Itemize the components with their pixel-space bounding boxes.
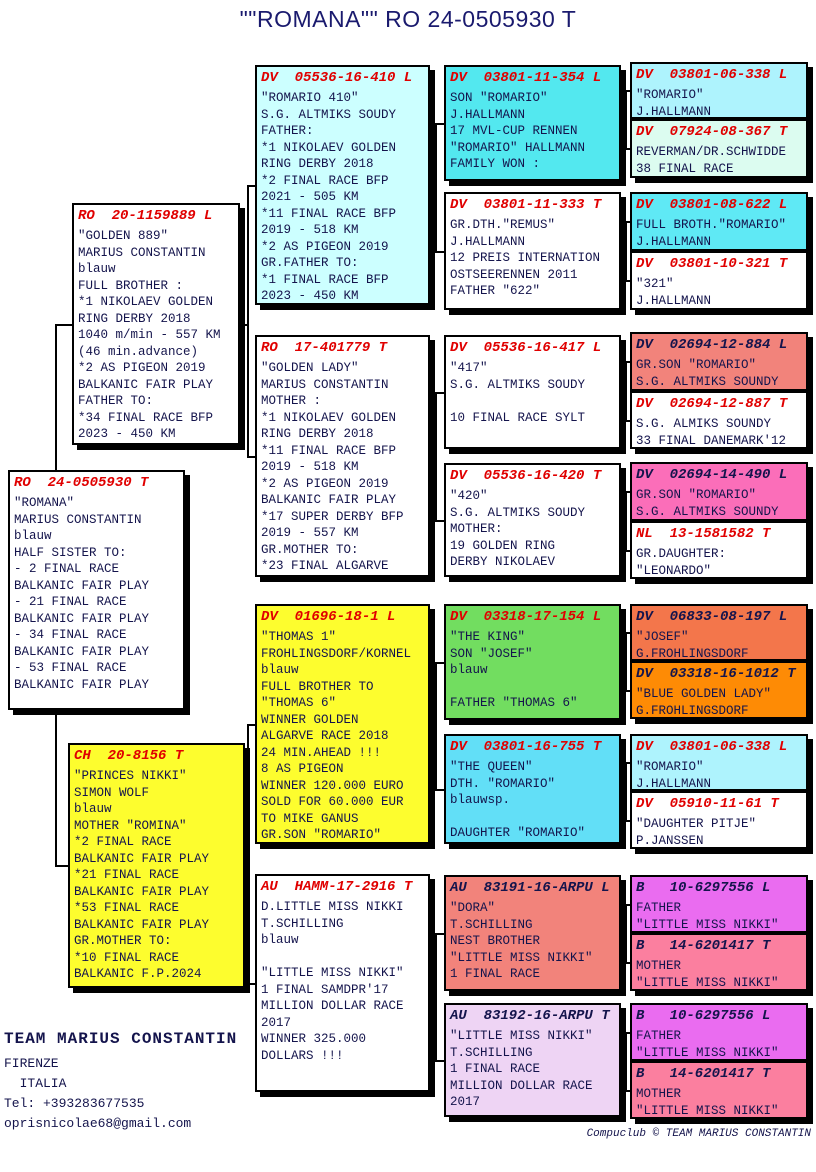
pedigree-line: BALKANIC F.P.2024: [74, 967, 202, 981]
connector-line: [435, 933, 437, 1060]
contact-block: [4, 1054, 191, 1134]
pedigree-line: - 53 FINAL RACE: [14, 661, 127, 675]
ring-number: B 14-6201417 T: [636, 938, 771, 954]
pedigree-line: WINNER 325.000: [261, 1032, 367, 1046]
pedigree-line: *2 AS PIGEON 2019: [78, 361, 206, 375]
connector-line: [621, 1060, 625, 1062]
pedigree-line: FATHER "622": [450, 284, 541, 298]
pedigree-line: 1040 m/min - 557 KM: [78, 328, 221, 342]
pedigree-line: 24 MIN.AHEAD !!!: [261, 745, 382, 760]
pedigree-line: *10 FINAL RACE: [74, 950, 180, 965]
ring-number: DV 03318-17-154 L: [450, 609, 602, 625]
ring-number: DV 07924-08-367 T: [636, 124, 788, 140]
connector-line: [247, 724, 249, 983]
ring-number: DV 05536-16-410 L: [261, 70, 413, 86]
pedigree-line: RING DERBY 2018: [78, 311, 191, 326]
pedigree-line: WINNER 120.000 EURO: [261, 778, 404, 793]
pedigree-line: 1 FINAL RACE: [450, 967, 541, 981]
pedigree-line: MARIUS CONSTANTIN: [78, 245, 206, 260]
pedigree-line: T.SCHILLING: [261, 916, 344, 931]
pedigree-line: blauw: [14, 529, 52, 543]
pedigree-box-ro20-1159889: [72, 203, 240, 445]
pedigree-line: *23 FINAL ALGARVE: [261, 559, 389, 573]
pedigree-line: S.G. ALTMIKS SOUDY: [450, 377, 586, 392]
connector-line: [625, 90, 627, 148]
ring-number: CH 20-8156 T: [74, 748, 184, 764]
pedigree-line: *2 AS PIGEON 2019: [261, 239, 389, 254]
pedigree-line: GR.MOTHER TO:: [74, 934, 172, 948]
pedigree-line: "420": [450, 489, 488, 503]
pedigree-line: S.G. ALTMIKS SOUDY: [261, 107, 397, 122]
pedigree-line: BALKANIC FAIR PLAY: [14, 677, 150, 692]
pedigree-line: "THOMAS 6": [261, 696, 337, 710]
pedigree-line: 38 FINAL RACE: [636, 161, 734, 176]
pedigree-line: blauw: [261, 933, 299, 947]
pedigree-line: "DAUGHTER PITJE": [636, 817, 757, 831]
connector-line: [435, 662, 437, 789]
pedigree-line: 1 FINAL SAMDPR'17: [261, 982, 389, 997]
connector-line: [621, 123, 625, 125]
pedigree-line: GR.SON "ROMARIO": [261, 828, 382, 842]
connector-line: [435, 123, 437, 251]
ring-number: DV 05536-16-420 T: [450, 468, 602, 484]
connector-line: [435, 1060, 444, 1062]
pedigree-line: 10 FINAL RACE SYLT: [450, 410, 586, 425]
pedigree-line: "ROMARIO 410": [261, 91, 359, 105]
pedigree-line: SOLD FOR 60.000 EUR: [261, 795, 404, 809]
pedigree-line: BALKANIC FAIR PLAY: [74, 917, 210, 932]
pedigree-box-dv05536-16-410: [255, 65, 430, 305]
pedigree-line: [450, 809, 615, 826]
pedigree-line: "THOMAS 1": [261, 630, 337, 644]
ring-number: DV 03801-16-755 T: [450, 739, 602, 755]
pedigree-line: "ROMARIO": [636, 760, 704, 774]
pedigree-line: J.HALLMANN: [636, 234, 712, 249]
connector-line: [247, 724, 255, 726]
pedigree-line: "LITTLE MISS NIKKI": [636, 1045, 779, 1060]
pedigree-line: 2017: [450, 1095, 481, 1109]
pedigree-line: T.SCHILLING: [450, 917, 533, 932]
ring-number: AU HAMM-17-2916 T: [261, 879, 413, 895]
pedigree-line: *34 FINAL RACE BFP: [78, 410, 214, 425]
ring-number: DV 03801-10-321 T: [636, 256, 788, 272]
pedigree-line: 2019 - 518 KM: [261, 460, 359, 474]
pedigree-line: MILLION DOLLAR RACE: [450, 1078, 593, 1093]
pedigree-line: *1 NIKOLAEV GOLDEN: [261, 410, 397, 425]
pedigree-box-dv05536-16-420: [444, 463, 621, 577]
ring-number: RO 20-1159889 L: [78, 208, 213, 224]
pedigree-line: OSTSEERENNEN 2011: [450, 267, 578, 282]
pedigree-box-dv02694-12-884: [630, 332, 808, 391]
pedigree-line: T.SCHILLING: [450, 1045, 533, 1060]
connector-line: [240, 324, 247, 326]
pedigree-line: RING DERBY 2018: [261, 157, 374, 171]
pedigree-line: FATHER "THOMAS 6": [450, 696, 578, 710]
ring-number: B 10-6297556 L: [636, 1008, 771, 1024]
pedigree-line: 19 GOLDEN RING: [450, 538, 556, 553]
pedigree-line: FATHER:: [261, 124, 314, 138]
pedigree-line: "LITTLE MISS NIKKI": [450, 950, 593, 965]
pedigree-line: 2019 - 518 KM: [261, 223, 359, 237]
connector-line: [430, 185, 435, 187]
pedigree-line: DOLLARS !!!: [261, 1048, 344, 1063]
connector-line: [435, 392, 444, 394]
pedigree-line: 33 FINAL DANEMARK'12: [636, 433, 787, 448]
pedigree-box-dv02694-14-490: [630, 462, 808, 521]
connector-line: [621, 662, 625, 664]
pedigree-line: - 34 FINAL RACE: [14, 628, 127, 642]
pedigree-line: GR.DTH."REMUS": [450, 218, 556, 232]
pedigree-line: S.G. ALTMIKS SOUNDY: [636, 374, 779, 389]
pedigree-line: BALKANIC FAIR PLAY: [261, 493, 397, 507]
pedigree-line: GR.FATHER TO:: [261, 256, 359, 270]
ring-number: DV 02694-14-490 L: [636, 467, 788, 483]
pedigree-line: "321": [636, 277, 674, 291]
pedigree-line: *1 NIKOLAEV GOLDEN: [78, 295, 214, 309]
pedigree-line: FULL BROTH."ROMARIO": [636, 218, 787, 232]
pedigree-line: 2023 - 450 KM: [261, 289, 359, 303]
pedigree-box-nl13-1581582: [630, 521, 808, 579]
pedigree-line: GR.DAUGHTER:: [636, 547, 727, 561]
pedigree-line: 17 MVL-CUP RENNEN: [450, 124, 578, 138]
pedigree-box-dv03801-16-755: [444, 734, 621, 844]
connector-line: [625, 221, 627, 280]
page-title: ""ROMANA"" RO 24-0505930 T: [239, 6, 577, 32]
pedigree-line: GR.SON "ROMARIO": [636, 358, 757, 372]
connector-line: [625, 632, 627, 690]
pedigree-line: FROHLINGSDORF/KORNEL: [261, 646, 412, 661]
pedigree-line: "LITTLE MISS NIKKI": [636, 917, 779, 932]
contact-line: ITALIA: [4, 1076, 67, 1091]
contact-line: oprisnicolae68@gmail.com: [4, 1116, 192, 1131]
pedigree-box-dv03801-06-338-b: [630, 734, 808, 791]
pedigree-box-dv03801-06-338-a: [630, 62, 808, 119]
ring-number: DV 03801-11-354 L: [450, 70, 602, 86]
pedigree-line: "PRINCES NIKKI": [74, 769, 187, 783]
pedigree-line: D.LITTLE MISS NIKKI: [261, 900, 404, 914]
pedigree-line: MOTHER:: [450, 522, 503, 536]
connector-line: [435, 789, 444, 791]
pedigree-line: MILLION DOLLAR RACE: [261, 999, 404, 1013]
pedigree-line: MOTHER: [636, 1087, 682, 1101]
connector-line: [435, 520, 444, 522]
pedigree-line: J.HALLMANN: [450, 107, 526, 122]
connector-line: [435, 933, 444, 935]
pedigree-box-ch20-8156: [68, 743, 245, 988]
contact-line: FIRENZE: [4, 1056, 59, 1071]
pedigree-line: *17 SUPER DERBY BFP: [261, 509, 404, 524]
pedigree-line: "417": [450, 361, 488, 375]
pedigree-line: BALKANIC FAIR PLAY: [78, 377, 214, 392]
pedigree-line: GR.MOTHER TO:: [261, 542, 359, 557]
pedigree-line: ALGARVE RACE 2018: [261, 729, 389, 743]
connector-line: [625, 1032, 627, 1090]
pedigree-line: REVERMAN/DR.SCHWIDDE: [636, 145, 787, 159]
pedigree-line: *21 FINAL RACE: [74, 868, 180, 882]
pedigree-line: FULL BROTHER TO: [261, 679, 374, 694]
pedigree-line: MOTHER "ROMINA": [74, 818, 187, 833]
connector-line: [621, 789, 625, 791]
ring-number: DV 03801-08-622 L: [636, 197, 788, 213]
ring-number: DV 05536-16-417 L: [450, 340, 602, 356]
pedigree-line: 2017: [261, 1015, 292, 1030]
pedigree-box-dv03801-08-622: [630, 192, 808, 251]
pedigree-line: "DORA": [450, 901, 496, 915]
pedigree-line: BALKANIC FAIR PLAY: [14, 644, 150, 659]
pedigree-line: blauw: [74, 802, 112, 816]
pedigree-line: SIMON WOLF: [74, 785, 150, 800]
software-credit: Compuclub © TEAM MARIUS CONSTANTIN: [586, 1128, 811, 1140]
ring-number: RO 24-0505930 T: [14, 475, 149, 491]
pedigree-line: J.HALLMANN: [636, 776, 712, 791]
pedigree-box-b10-6297556-b: [630, 1003, 808, 1061]
pedigree-box-au83191-16-arpu: [444, 875, 621, 991]
pedigree-line: S.G. ALMIKS SOUNDY: [636, 417, 772, 431]
pedigree-line: "JOSEF": [636, 630, 689, 644]
ring-number: RO 17-401779 T: [261, 340, 388, 356]
connector-line: [430, 456, 435, 458]
connector-line: [245, 865, 247, 867]
pedigree-line: RING DERBY 2018: [261, 427, 374, 441]
pedigree-line: - 2 FINAL RACE: [14, 562, 120, 576]
pedigree-box-dv03318-17-154: [444, 604, 621, 720]
pedigree-line: G.FROHLINGSDORF: [636, 646, 749, 661]
ring-number: DV 03801-11-333 T: [450, 197, 602, 213]
connector-line: [435, 251, 444, 253]
connector-line: [621, 251, 625, 253]
pedigree-line: SON "ROMARIO": [450, 91, 548, 105]
pedigree-line: 12 PREIS INTERNATION: [450, 251, 601, 265]
pedigree-line: GR.SON "ROMARIO": [636, 488, 757, 502]
pedigree-line: WINNER GOLDEN: [261, 712, 359, 727]
pedigree-line: *11 FINAL RACE BFP: [261, 443, 397, 458]
connector-line: [247, 456, 255, 458]
pedigree-box-dv03801-11-333: [444, 192, 621, 310]
ring-number: NL 13-1581582 T: [636, 526, 771, 542]
pedigree-line: "GOLDEN LADY": [261, 361, 359, 375]
connector-line: [625, 491, 627, 550]
pedigree-line: 2023 - 450 KM: [78, 427, 176, 441]
pedigree-line: BALKANIC FAIR PLAY: [74, 884, 210, 899]
pedigree-line: FATHER: [636, 1029, 682, 1043]
connector-line: [55, 324, 72, 326]
pedigree-box-b10-6297556-a: [630, 875, 808, 933]
pedigree-line: NEST BROTHER: [450, 934, 541, 948]
pedigree-line: - 21 FINAL RACE: [14, 595, 127, 609]
team-name: TEAM MARIUS CONSTANTIN: [4, 1030, 238, 1048]
pedigree-line: DTH. "ROMARIO": [450, 776, 556, 791]
pedigree-line: 2019 - 557 KM: [261, 526, 359, 540]
ring-number: B 10-6297556 L: [636, 880, 771, 896]
pedigree-line: J.HALLMANN: [450, 234, 526, 249]
pedigree-box-b14-6201417-a: [630, 933, 808, 991]
pedigree-box-dv01696-18-1: [255, 604, 430, 844]
pedigree-box-dv03801-10-321: [630, 251, 808, 310]
pedigree-line: DERBY NIKOLAEV: [450, 555, 556, 569]
ring-number: DV 01696-18-1 L: [261, 609, 396, 625]
pedigree-box-ro24-0505930: [8, 470, 185, 710]
connector-line: [430, 724, 435, 726]
contact-line: Tel: +393283677535: [4, 1096, 145, 1111]
pedigree-line: blauwsp.: [450, 793, 511, 807]
pedigree-box-b14-6201417-b: [630, 1061, 808, 1119]
pedigree-box-au-hamm-17-2916: [255, 874, 430, 1092]
pedigree-line: blauw: [261, 663, 299, 677]
pedigree-line: MARIUS CONSTANTIN: [261, 377, 389, 392]
pedigree-box-dv06833-08-197: [630, 604, 808, 661]
pedigree-line: "LITTLE MISS NIKKI": [636, 1103, 779, 1118]
pedigree-line: "ROMANA": [14, 496, 75, 510]
ring-number: DV 05910-11-61 T: [636, 796, 779, 812]
pedigree-line: *2 FINAL RACE BFP: [261, 173, 389, 188]
pedigree-line: G.FROHLINGSDORF: [636, 703, 749, 718]
pedigree-line: "BLUE GOLDEN LADY": [636, 687, 772, 701]
connector-line: [435, 123, 444, 125]
pedigree-line: [450, 393, 615, 410]
pedigree-line: *2 AS PIGEON 2019: [261, 476, 389, 491]
pedigree-line: "ROMARIO": [636, 88, 704, 102]
pedigree-line: [261, 949, 424, 966]
connector-line: [621, 933, 625, 935]
pedigree-line: BALKANIC FAIR PLAY: [14, 611, 150, 626]
pedigree-box-ro17-401779: [255, 335, 430, 577]
pedigree-line: blauw: [450, 663, 488, 677]
connector-line: [625, 361, 627, 420]
ring-number: B 14-6201417 T: [636, 1066, 771, 1082]
connector-line: [621, 520, 625, 522]
connector-line: [621, 392, 625, 394]
pedigree-line: *2 FINAL RACE: [74, 835, 172, 849]
pedigree-line: TO MIKE GANUS: [261, 811, 359, 826]
ring-number: DV 03801-06-338 L: [636, 739, 788, 755]
connector-line: [625, 904, 627, 962]
pedigree-line: J.HALLMANN: [636, 104, 712, 119]
pedigree-line: "ROMARIO" HALLMANN: [450, 140, 586, 155]
ring-number: DV 06833-08-197 L: [636, 609, 788, 625]
ring-number: AU 83192-16-ARPU T: [450, 1008, 610, 1024]
pedigree-line: J.HALLMANN: [636, 293, 712, 308]
pedigree-box-dv07924-08-367: [630, 119, 808, 178]
pedigree-line: 8 AS PIGEON: [261, 762, 344, 776]
pedigree-line: SON "JOSEF": [450, 646, 533, 661]
pedigree-line: *1 FINAL RACE BFP: [261, 272, 389, 287]
pedigree-line: HALF SISTER TO:: [14, 545, 127, 560]
ring-number: DV 03318-16-1012 T: [636, 666, 796, 682]
connector-line: [435, 662, 444, 664]
pedigree-box-dv05536-16-417: [444, 335, 621, 449]
connector-line: [247, 185, 249, 456]
pedigree-line: *11 FINAL RACE BFP: [261, 206, 397, 221]
pedigree-box-dv05910-11-61: [630, 791, 808, 849]
pedigree-line: *1 NIKOLAEV GOLDEN: [261, 140, 397, 155]
ring-number: AU 83191-16-ARPU L: [450, 880, 610, 896]
connector-line: [625, 762, 627, 820]
connector-line: [435, 392, 437, 520]
pedigree-line: FATHER: [636, 901, 682, 915]
ring-number: DV 02694-12-887 T: [636, 396, 788, 412]
pedigree-line: FATHER TO:: [78, 394, 154, 408]
pedigree-line: DAUGHTER "ROMARIO": [450, 826, 586, 840]
pedigree-line: P.JANSSEN: [636, 833, 704, 848]
pedigree-line: "LITTLE MISS NIKKI": [636, 975, 779, 990]
ring-number: DV 03801-06-338 L: [636, 67, 788, 83]
pedigree-line: BALKANIC FAIR PLAY: [14, 578, 150, 593]
pedigree-line: blauw: [78, 262, 116, 276]
pedigree-line: MOTHER :: [261, 394, 322, 408]
pedigree-box-dv03318-16-1012: [630, 661, 808, 719]
pedigree-line: MARIUS CONSTANTIN: [14, 512, 142, 527]
pedigree-line: 1 FINAL RACE: [450, 1062, 541, 1076]
pedigree-line: 2021 - 505 KM: [261, 190, 359, 204]
connector-line: [247, 983, 255, 985]
pedigree-line: "GOLDEN 889": [78, 229, 169, 243]
connector-line: [247, 185, 255, 187]
pedigree-line: "LITTLE MISS NIKKI": [261, 966, 404, 980]
pedigree-line: S.G. ALTMIKS SOUNDY: [636, 504, 779, 519]
pedigree-line: "LITTLE MISS NIKKI": [450, 1029, 593, 1043]
ring-number: DV 02694-12-884 L: [636, 337, 788, 353]
pedigree-line: "THE QUEEN": [450, 760, 533, 774]
connector-line: [55, 865, 68, 867]
pedigree-box-au83192-16-arpu: [444, 1003, 621, 1117]
pedigree-line: S.G. ALTMIKS SOUDY: [450, 505, 586, 520]
pedigree-line: FULL BROTHER :: [78, 278, 184, 293]
pedigree-line: (46 min.advance): [78, 344, 199, 359]
connector-line: [430, 983, 435, 985]
pedigree-line: "LEONARDO": [636, 563, 712, 578]
pedigree-box-dv03801-11-354: [444, 65, 621, 181]
pedigree-box-dv02694-12-887: [630, 391, 808, 449]
pedigree-line: BALKANIC FAIR PLAY: [74, 851, 210, 866]
pedigree-line: "THE KING": [450, 630, 526, 644]
pedigree-line: FAMILY WON :: [450, 157, 541, 171]
pedigree-line: [450, 679, 615, 696]
pedigree-line: *53 FINAL RACE: [74, 901, 180, 915]
pedigree-line: MOTHER: [636, 959, 682, 973]
